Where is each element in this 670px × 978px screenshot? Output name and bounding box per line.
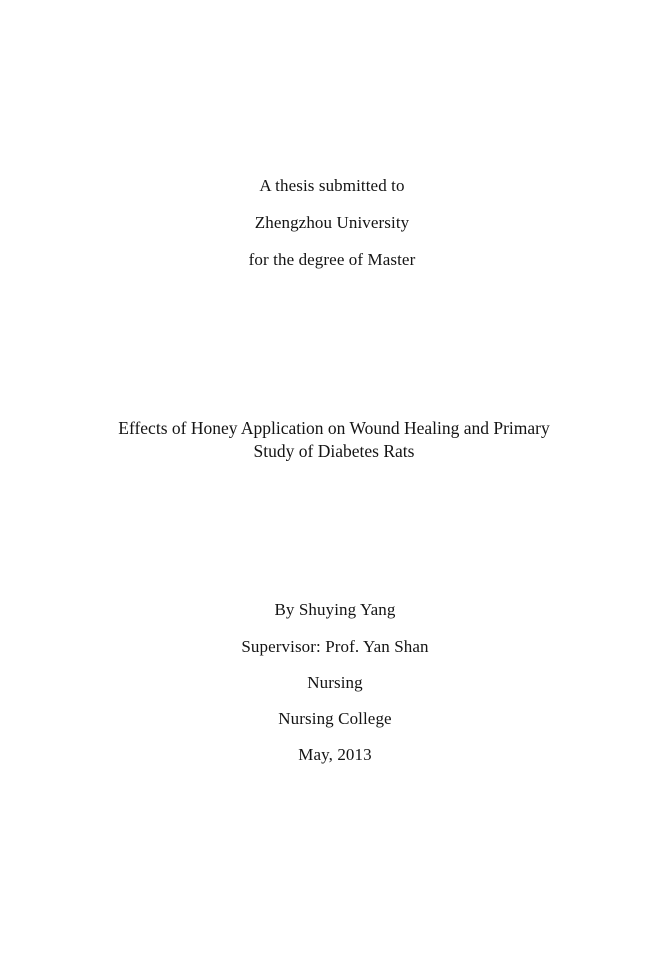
major-name: Nursing (307, 673, 363, 692)
submission-date: May, 2013 (298, 745, 372, 764)
author-name: By Shuying Yang (274, 600, 396, 619)
submission-line-1: A thesis submitted to (259, 176, 405, 195)
title-line-2: Study of Diabetes Rats (253, 441, 415, 461)
degree-line: for the degree of Master (248, 250, 416, 269)
title-line-1: Effects of Honey Application on Wound Healing and Primary (118, 418, 550, 438)
college-name: Nursing College (278, 709, 392, 728)
supervisor-name: Supervisor: Prof. Yan Shan (241, 637, 429, 656)
university-name: Zhengzhou University (254, 213, 410, 232)
